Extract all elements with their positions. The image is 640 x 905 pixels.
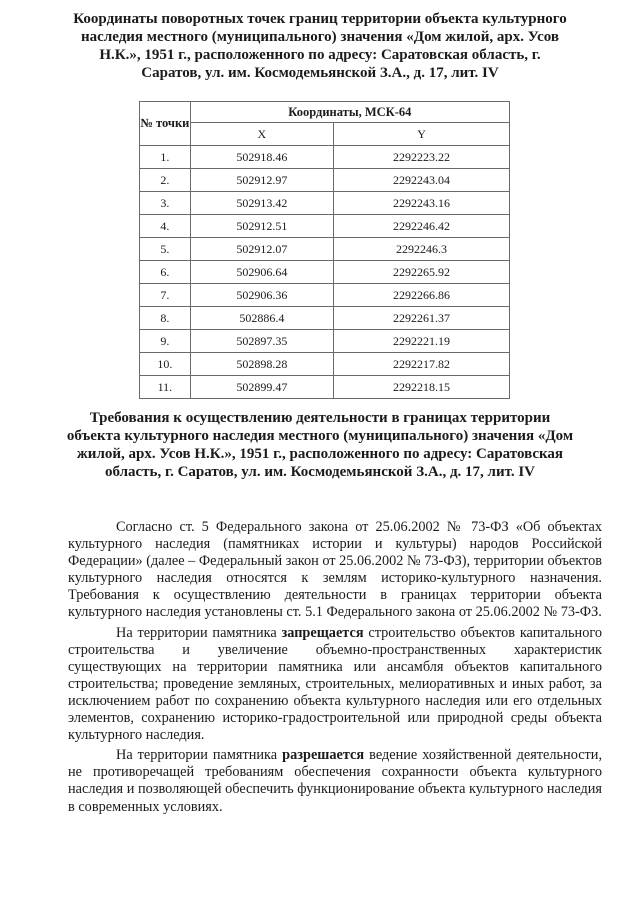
x-coordinate-cell: 502906.36	[190, 284, 333, 307]
point-number-cell: 10.	[140, 353, 191, 376]
paragraph-permissions	[68, 747, 602, 815]
x-coordinate-cell: 502906.64	[190, 261, 333, 284]
point-number-cell: 11.	[140, 376, 191, 399]
x-coordinate-cell: 502899.47	[190, 376, 333, 399]
x-coordinate-cell: 502912.51	[190, 215, 333, 238]
x-column-header: X	[190, 123, 333, 146]
table-row	[140, 146, 510, 169]
x-coordinate-cell: 502912.97	[190, 169, 333, 192]
point-number-cell: 7.	[140, 284, 191, 307]
point-number-cell: 5.	[140, 238, 191, 261]
permissions-text: ведение хозяйственной деятельности, не противоречащей требованиям обеспечения сохранности объекта культурного наследия и позволяющей обеспечить функционирование объекта культурного наследия в современных условиях.	[68, 747, 603, 815]
permissions-lead: На территории памятника	[116, 747, 278, 764]
point-number-cell: 6.	[140, 261, 191, 284]
point-number-cell: 4.	[140, 215, 191, 238]
y-coordinate-cell: 2292261.37	[334, 307, 510, 330]
paragraph-prohibitions	[68, 625, 602, 745]
table-row	[140, 238, 510, 261]
x-coordinate-cell: 502897.35	[190, 330, 333, 353]
coordinates-table-body	[140, 146, 510, 399]
y-coordinate-cell: 2292221.19	[334, 330, 510, 353]
prohibited-keyword: запрещается	[281, 624, 364, 641]
prohibitions-text: строительство объектов капитального строительства и увеличение объемно-пространственных характеристик существующих на территории памятника или ансамбля объектов капитального строительства; проведение земляных, строительных, мелиоративных и иных работ, за исключением работ по сохранению объекта культурного наследия или его отдельных элементов, сохранению историко-градостроительной или природной среды объекта культурного наследия.	[68, 624, 603, 744]
point-number-cell: 1.	[140, 146, 191, 169]
table-row	[140, 215, 510, 238]
point-number-cell: 3.	[140, 192, 191, 215]
table-row	[140, 376, 510, 399]
coordinates-system-header: Координаты, МСК-64	[190, 102, 509, 123]
y-coordinate-cell: 2292265.92	[334, 261, 510, 284]
table-row	[140, 353, 510, 376]
y-coordinate-cell: 2292223.22	[334, 146, 510, 169]
permitted-keyword: разрешается	[282, 747, 365, 764]
x-coordinate-cell: 502898.28	[190, 353, 333, 376]
x-coordinate-cell: 502913.42	[190, 192, 333, 215]
y-coordinate-cell: 2292217.82	[334, 353, 510, 376]
y-coordinate-cell: 2292218.15	[334, 376, 510, 399]
requirements-body	[68, 519, 602, 816]
y-column-header: Y	[334, 123, 510, 146]
table-row	[140, 330, 510, 353]
table-row	[140, 261, 510, 284]
table-row	[140, 192, 510, 215]
coordinates-table	[139, 101, 510, 399]
y-coordinate-cell: 2292246.3	[334, 238, 510, 261]
table-row	[140, 284, 510, 307]
point-number-header: № точки	[140, 102, 191, 146]
y-coordinate-cell: 2292246.42	[334, 215, 510, 238]
table-row	[140, 307, 510, 330]
prohibitions-lead: На территории памятника	[116, 624, 277, 641]
coordinates-heading: Координаты поворотных точек границ территории объекта культурного наследия местного (муниципального) значения «Дом жилой, арх. Усов Н.К.», 1951 г., расположенного по адресу: Саратовская область, г. Саратов, ул. им. Космодемьянской З.А., д. 17, лит. IV	[73, 11, 567, 81]
y-coordinate-cell: 2292243.04	[334, 169, 510, 192]
point-number-cell: 9.	[140, 330, 191, 353]
y-coordinate-cell: 2292243.16	[334, 192, 510, 215]
point-number-cell: 8.	[140, 307, 191, 330]
point-number-cell: 2.	[140, 169, 191, 192]
table-row	[140, 169, 510, 192]
y-coordinate-cell: 2292266.86	[334, 284, 510, 307]
requirements-heading: Требования к осуществлению деятельности в границах территории объекта культурного наследия местного (муниципального) значения «Дом жилой, арх. Усов Н.К.», 1951 г., расположенного по адресу: Саратовская область, г. Саратов, ул. им. Космодемьянской З.А., д. 17, лит. IV	[66, 410, 574, 480]
x-coordinate-cell: 502918.46	[190, 146, 333, 169]
x-coordinate-cell: 502886.4	[190, 307, 333, 330]
paragraph-legal-basis: Согласно ст. 5 Федерального закона от 25.06.2002 № 73-ФЗ «Об объектах культурного наследия (памятниках истории и культуры) народов Российской Федерации» (далее – Федеральный закон от 25.06.2002 № 73-ФЗ), территории объектов культурного наследия относятся к землям историко-культурного назначения. Требования к осуществлению деятельности в границах территории объекта культурного наследия установлены ст. 5.1 Федерального закона от 25.06.2002 № 73-ФЗ.	[68, 519, 602, 621]
x-coordinate-cell: 502912.07	[190, 238, 333, 261]
